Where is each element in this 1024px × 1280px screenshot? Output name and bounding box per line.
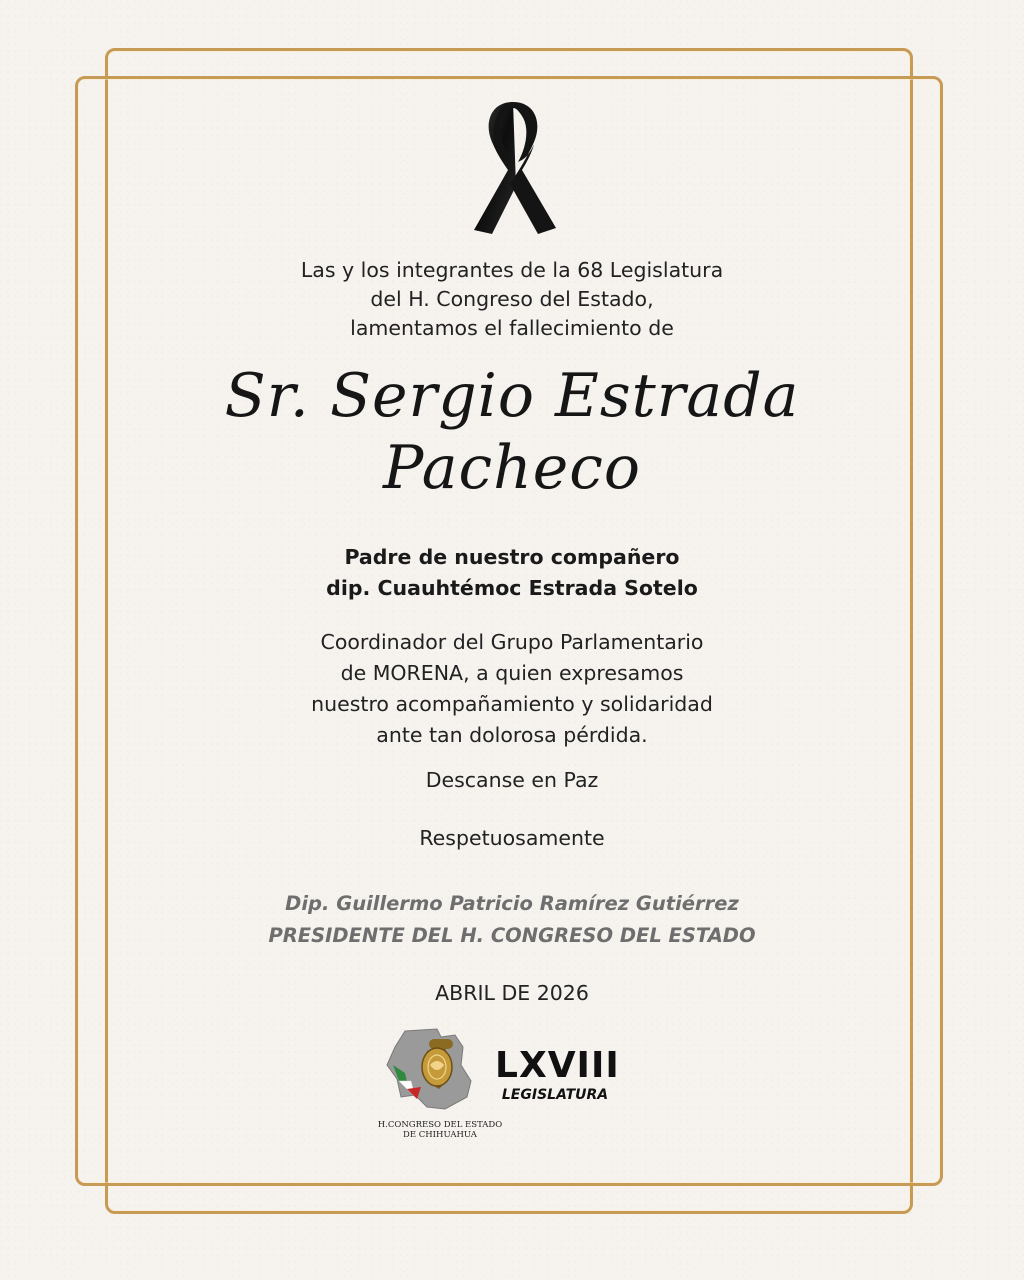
signer-block <box>120 888 904 952</box>
relation-text <box>120 542 904 604</box>
intro-line: Las y los integrantes de la 68 Legislatura <box>300 258 724 282</box>
signer-name: Dip. Guillermo Patricio Ramírez Gutiérrez <box>285 892 739 915</box>
message-line: nuestro acompañamiento y solidaridad <box>311 692 713 716</box>
intro-text <box>120 256 904 343</box>
deceased-name-line: Sr. Sergio Estrada <box>224 361 800 431</box>
condolence-message <box>120 627 904 751</box>
congress-logo-caption <box>375 1120 505 1140</box>
condolence-card <box>120 0 904 1280</box>
signer-title: PRESIDENTE DEL H. CONGRESO DEL ESTADO <box>268 924 756 947</box>
relation-line: Padre de nuestro compañero <box>344 545 680 569</box>
deceased-name-line: Pacheco <box>383 433 641 503</box>
congress-emblem-icon <box>375 1025 495 1117</box>
intro-line: lamentamos el fallecimiento de <box>350 316 674 340</box>
intro-line: del H. Congreso del Estado, <box>370 287 654 311</box>
deceased-name <box>120 360 904 504</box>
legislature-label: LEGISLATURA <box>501 1087 609 1103</box>
mourning-ribbon-icon <box>460 98 566 238</box>
legislature-numeral: LXVIII <box>495 1045 620 1086</box>
congress-logo <box>375 1025 635 1145</box>
message-line: Coordinador del Grupo Parlamentario <box>320 630 704 654</box>
message-line: de MORENA, a quien expresamos <box>340 661 684 685</box>
caption-line: H.CONGRESO DEL ESTADO <box>377 1120 503 1130</box>
message-line: ante tan dolorosa pérdida. <box>376 723 648 747</box>
relation-line: dip. Cuauhtémoc Estrada Sotelo <box>326 576 698 600</box>
rest-in-peace: Descanse en Paz <box>425 768 599 792</box>
date: ABRIL DE 2026 <box>435 981 589 1005</box>
closing: Respetuosamente <box>419 826 605 850</box>
caption-line: DE CHIHUAHUA <box>403 1130 477 1140</box>
